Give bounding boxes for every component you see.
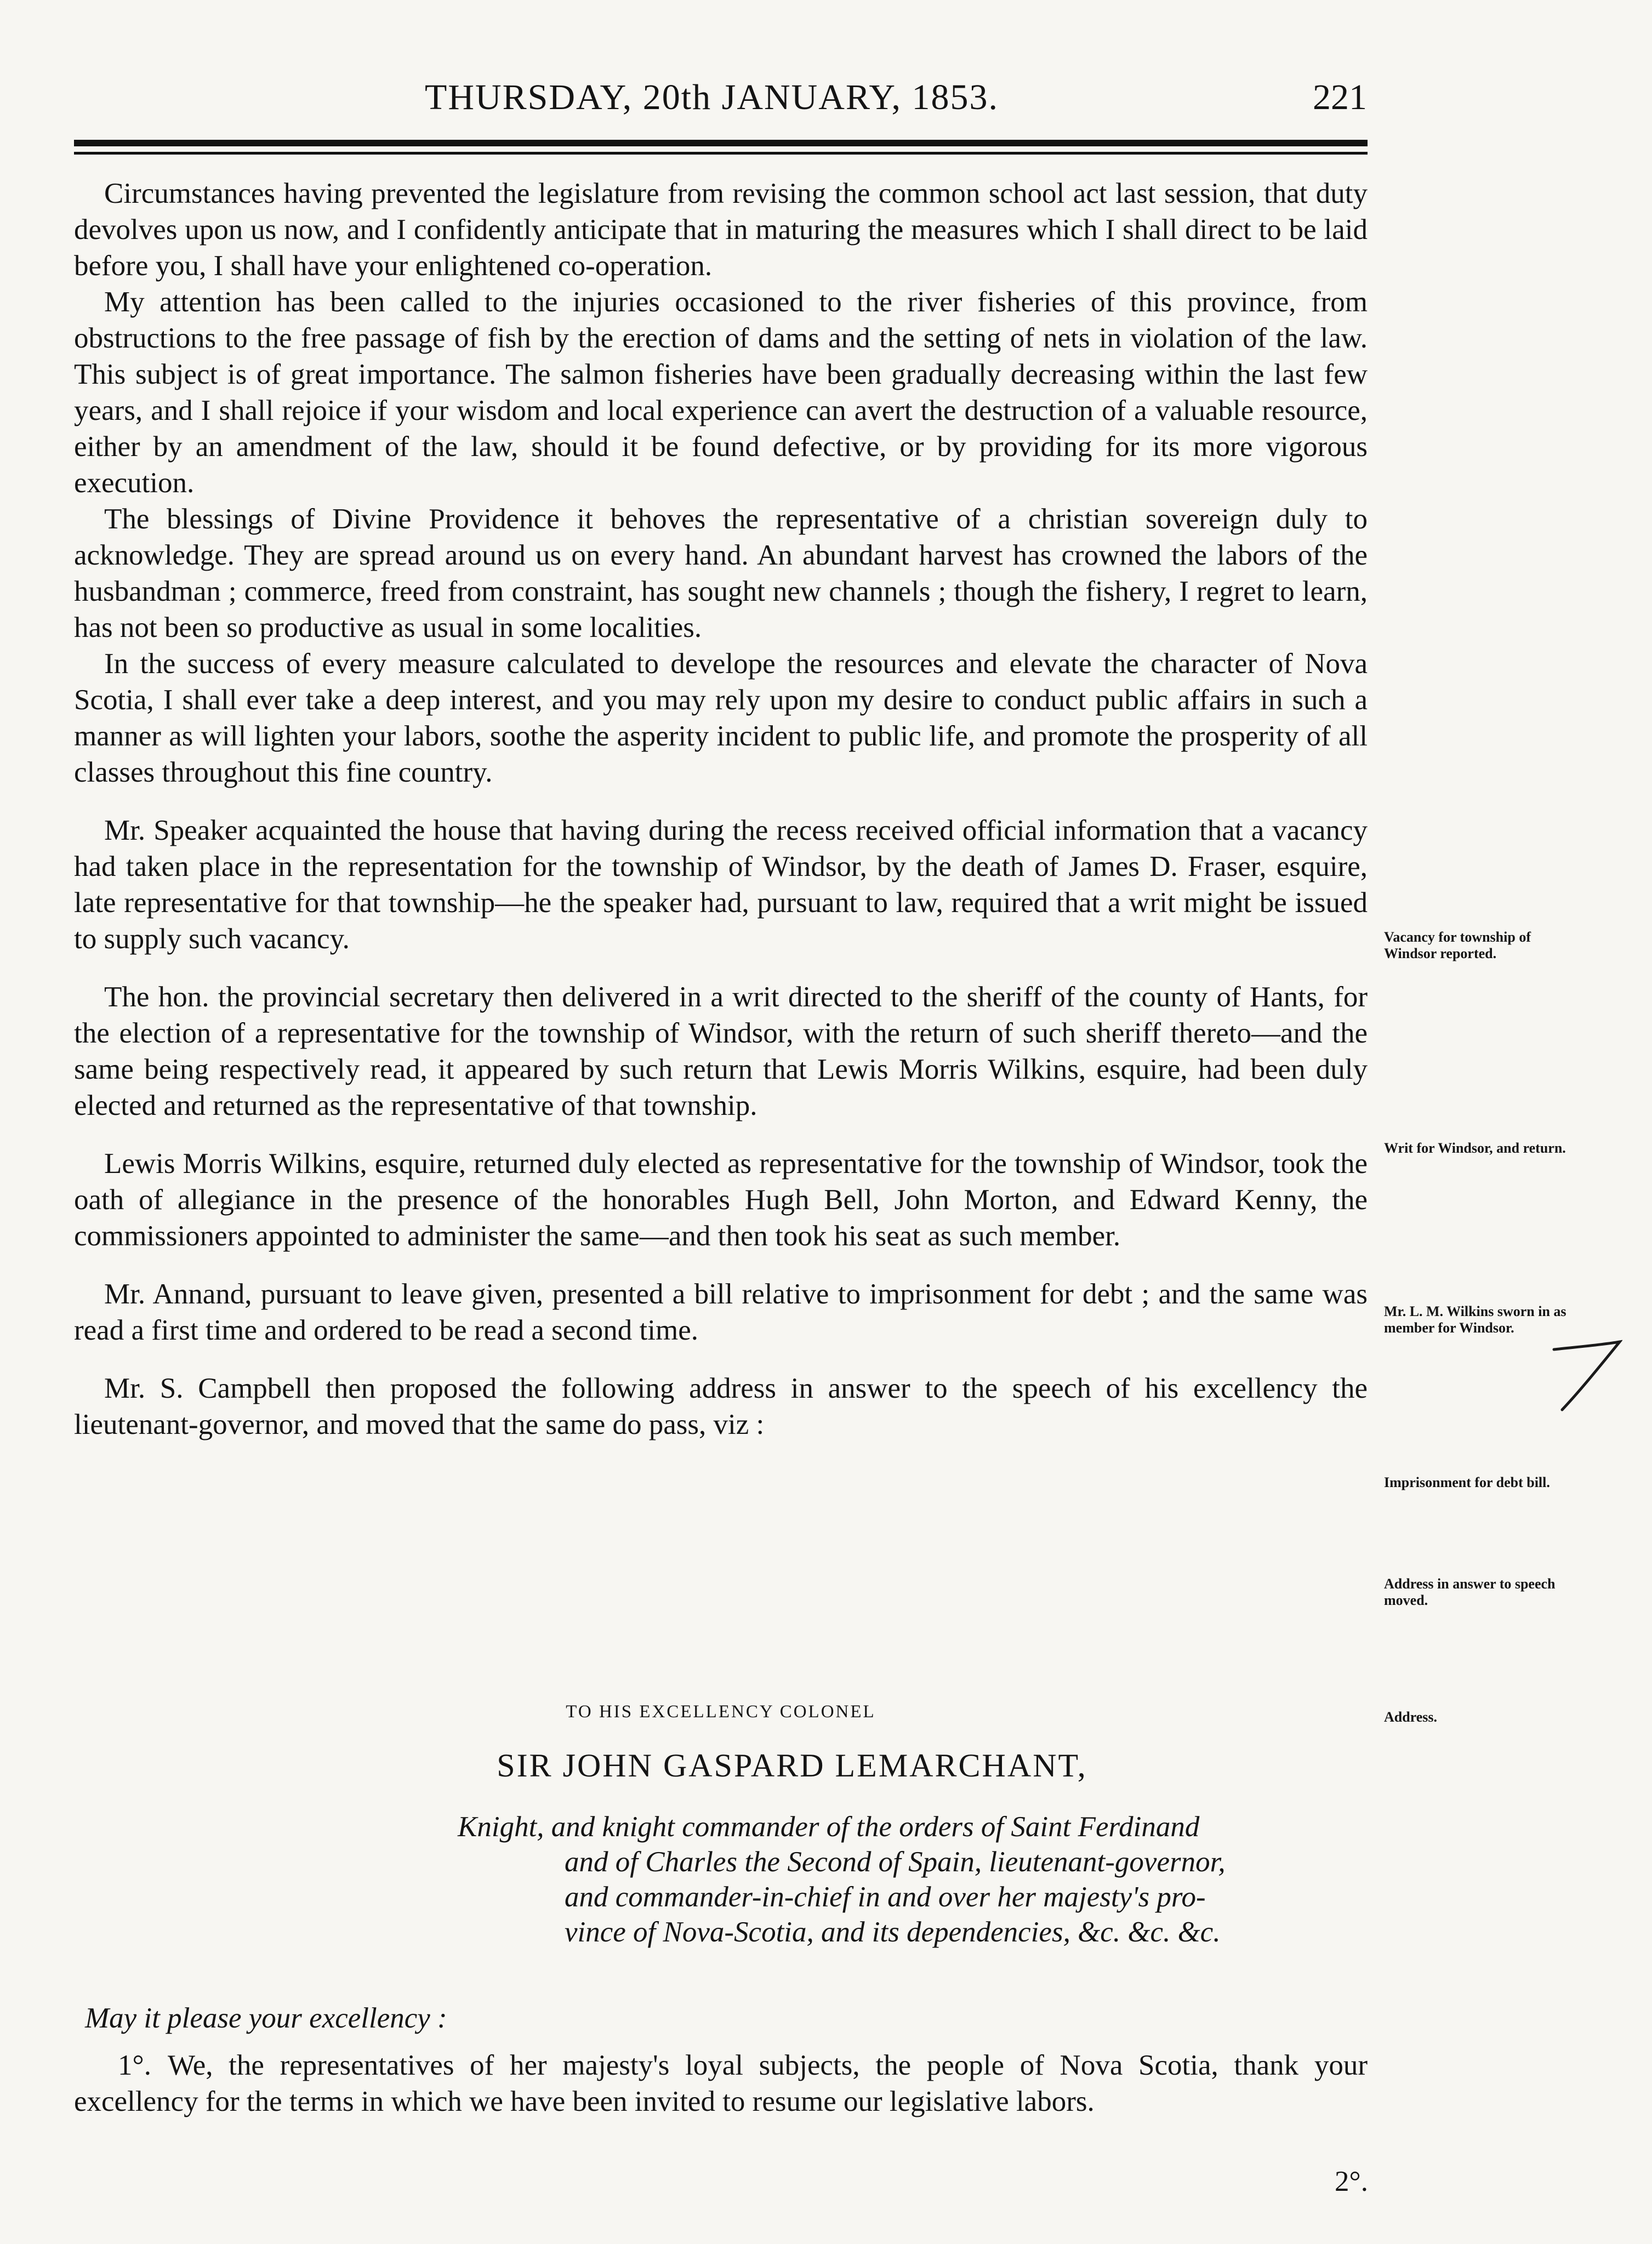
address-recipient-line: TO HIS EXCELLENCY COLONEL	[566, 1702, 876, 1722]
address-title-line: and commander-in-chief in and over her majesty's pro-	[565, 1881, 1206, 1913]
side-note-address-moved: Address in answer to speech moved.	[1384, 1576, 1556, 1608]
paragraph-school-act: Circumstances having prevented the legislature from revising the common school act last session, that duty devolves upon us now, and I confidently anticipate that in maturing the measures which I shall direct to be laid before you, I shall have your enlightened co-operation.	[74, 178, 1368, 282]
side-note-address: Address.	[1384, 1709, 1438, 1725]
paragraph-writ: The hon. the provincial secretary then delivered in a writ directed to the sheriff of the county of Hants, for the election of a representative for the township of Windsor, with the return of such sheriff thereto—and the same being respectively read, it appeared by such return that Lewis Morris Wilkins, esquire, had been duly elected and returned as the representative of that township.	[74, 981, 1368, 1121]
paragraph-text: We, the representatives of her majesty's loyal subjects, the people of Nova Scotia, thank your excellency for the terms in which we have been invited to resume our legislative labors.	[74, 2049, 1368, 2117]
side-note-wilkins: Mr. L. M. Wilkins sworn in as member for Windsor.	[1384, 1303, 1566, 1336]
paragraph-providence: The blessings of Divine Providence it behoves the representative of a christian sovereign duly to acknowledge. They are spread around us on every hand. An abundant harvest has crowned the labors of the husbandman ; commerce, freed from constraint, has sought new channels ; though the fishery, I regret to learn, has not been so productive as usual in some localities.	[74, 503, 1368, 643]
side-note-imprisonment: Imprisonment for debt bill.	[1384, 1474, 1550, 1490]
header-rule-thick	[74, 140, 1368, 146]
running-title: THURSDAY, 20th JANUARY, 1853.	[425, 77, 999, 117]
page-number: 221	[1313, 77, 1367, 117]
paragraph-wilkins-sworn: Lewis Morris Wilkins, esquire, returned duly elected as representative for the township of Windsor, took the oath of allegiance in the presence of the honorables Hugh Bell, John Morton, and Edward Kenny, the commissioners appointed to administer the same—and then took his seat as such member.	[74, 1148, 1368, 1252]
address-recipient-name: SIR JOHN GASPARD LEMARCHANT,	[497, 1747, 1087, 1784]
header-rule-thin	[74, 152, 1368, 155]
paragraph-nova-scotia: In the success of every measure calculated to develope the resources and elevate the character of Nova Scotia, I shall ever take a deep interest, and you may rely upon my desire to conduct public affairs in such a manner as will lighten your labors, soothe the asperity incident to public life, and promote the prosperity of all classes throughout this fine country.	[74, 648, 1368, 788]
address-block	[74, 1702, 1368, 1950]
catchword: 2°.	[1335, 2166, 1368, 2197]
side-note-writ: Writ for Windsor, and return.	[1384, 1140, 1566, 1156]
address-title-line: vince of Nova-Scotia, and its dependencies, &c. &c. &c.	[565, 1916, 1221, 1948]
pen-mark-icon	[1551, 1337, 1622, 1414]
address-paragraph-one	[74, 2047, 1368, 2120]
salutation: May it please your excellency :	[85, 2002, 447, 2034]
side-note-vacancy: Vacancy for township of Windsor reported.	[1384, 929, 1531, 961]
paragraph-vacancy: Mr. Speaker acquainted the house that having during the recess received official information that a vacancy had taken place in the representation for the township of Windsor, by the death of James D. Fraser, esquire, late representative for that township—he the speaker had, pursuant to law, required that a writ might be issued to supply such vacancy.	[74, 815, 1368, 955]
paragraph-number: 1°.	[118, 2049, 151, 2081]
body-text	[74, 175, 1368, 1443]
paragraph-fisheries: My attention has been called to the injuries occasioned to the river fisheries of this province, from obstructions to the free passage of fish by the erection of dams and the setting of nets in violation of the law. This subject is of great importance. The salmon fisheries have been gradually decreasing within the last few years, and I shall rejoice if your wisdom and local experience can avert the destruction of a valuable resource, either by an amendment of the law, should it be found defective, or by providing for its more vigorous execution.	[74, 286, 1368, 499]
paragraph-address-moved: Mr. S. Campbell then proposed the following address in answer to the speech of his excellency the lieutenant-governor, and moved that the same do pass, viz :	[74, 1372, 1368, 1440]
address-titles	[458, 1809, 1368, 1950]
paragraph-imprisonment-bill: Mr. Annand, pursuant to leave given, presented a bill relative to imprisonment for debt ; and the same was read a first time and ordered to be read a second time.	[74, 1278, 1368, 1346]
address-title-line: Knight, and knight commander of the orders of Saint Ferdinand	[458, 1811, 1200, 1843]
address-title-line: and of Charles the Second of Spain, lieutenant-governor,	[565, 1846, 1226, 1878]
page-header	[74, 71, 1367, 126]
